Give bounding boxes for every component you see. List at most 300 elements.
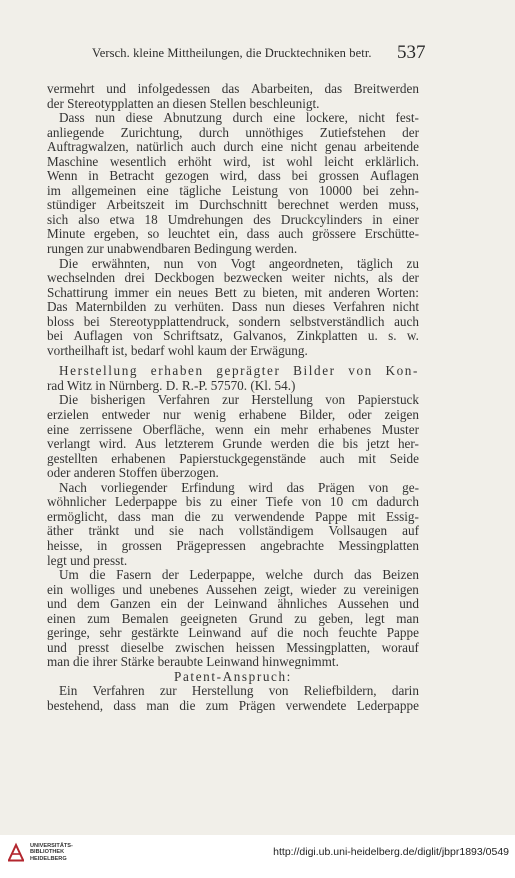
text-line: man die ihrer Stärke beraubte Leinwand hinwegnimmt. (47, 654, 339, 670)
logo-line: HEIDELBERG (30, 855, 67, 862)
word: von (132, 328, 153, 344)
viewer-footer (0, 835, 515, 878)
word: Lederpappe (114, 494, 178, 510)
word: von (268, 683, 289, 699)
word: in (372, 211, 383, 227)
word: dass (113, 697, 137, 713)
word: das (354, 567, 372, 583)
text-line (47, 300, 419, 315)
text-line (47, 169, 419, 184)
word: bei (83, 313, 100, 329)
word: wechselnden (47, 270, 116, 286)
word: Maternbilden (75, 299, 147, 315)
word: erhaben (150, 363, 204, 379)
word: die (184, 508, 201, 524)
word: von (288, 182, 309, 198)
word: anderen (328, 284, 371, 300)
word: heisse, (47, 537, 83, 553)
word: Muster (381, 421, 419, 437)
text-line: rad Witz in Nürnberg. D. R.-P. 57570. (Kl. 54.) (47, 377, 296, 393)
text-line (47, 583, 419, 598)
word: Druckcylinders (280, 211, 363, 227)
word: Leinwand (214, 596, 268, 612)
word: tränkt (88, 523, 120, 539)
word: ermöglicht, (47, 508, 108, 524)
word: Pappe (315, 508, 348, 524)
word: Essig- (385, 508, 419, 524)
word: auch (319, 450, 345, 466)
word: zu (211, 508, 224, 524)
text-line: rungen zur unabwendbaren Bedingung werden. (47, 241, 298, 257)
word: werden (339, 197, 379, 213)
word: zum (87, 610, 110, 626)
word: Erschütte- (364, 226, 419, 242)
word: durch (223, 139, 254, 155)
word: und (399, 596, 419, 612)
word: ein (155, 284, 172, 300)
word: bloss (47, 313, 75, 329)
word: einer (392, 211, 419, 227)
word: Auftragwalzen, (47, 139, 129, 155)
word: Leistung (231, 182, 278, 198)
word: feuchte (338, 625, 378, 641)
word: dieselbe (120, 639, 164, 655)
word: auf (402, 523, 419, 539)
word: nichts, (333, 270, 369, 286)
permalink-url[interactable]: http://digi.ub.uni-heidelberg.de/diglit/jbpr1893/0549 (273, 846, 509, 858)
word: auch (394, 313, 419, 329)
word: von (325, 392, 346, 408)
word: dass (246, 226, 270, 242)
word: fest- (395, 110, 419, 126)
text-line (47, 257, 419, 272)
word: sie (169, 523, 184, 539)
word: Schriftsatz, (163, 328, 223, 344)
word: Arbeitszeit (106, 197, 165, 213)
word: etwa (109, 211, 135, 227)
word: Umdrehungen (167, 211, 244, 227)
word: durch (232, 110, 263, 126)
word: nun (95, 110, 116, 126)
word: eine (47, 421, 69, 437)
word: dem (77, 596, 100, 612)
word: werden (270, 436, 310, 452)
word: Dass (59, 110, 85, 126)
library-logo-text (30, 843, 73, 862)
word: Deckbogen (154, 270, 215, 286)
word: drei (124, 270, 145, 286)
word: geringe, (47, 625, 90, 641)
word: zu (209, 494, 223, 510)
word: immer (114, 284, 149, 300)
word: Auflagen (369, 168, 419, 184)
word: wieder (300, 581, 337, 597)
word: zu (406, 255, 419, 271)
word: auf (250, 625, 268, 641)
word: erhöht (177, 153, 212, 169)
text-line (47, 626, 419, 641)
word: Bemalen (121, 610, 169, 626)
word: oder (348, 407, 372, 423)
word: genau (324, 139, 357, 155)
word: Aussehen (205, 581, 257, 597)
word: diese (125, 110, 153, 126)
word: bei (47, 328, 64, 344)
word: von (348, 363, 373, 379)
word: Maschine (47, 153, 99, 169)
word: Verfahren (157, 392, 210, 408)
text-line (47, 539, 419, 554)
word: von (301, 494, 322, 510)
word: Dass (231, 299, 258, 315)
text-line (47, 684, 419, 699)
text-line (47, 126, 419, 141)
word: Vogt (230, 255, 256, 271)
word: stündiger (47, 197, 97, 213)
word: eine (261, 139, 284, 155)
text-line (47, 184, 419, 199)
word: zu (243, 284, 256, 300)
text-line (47, 140, 419, 155)
word: in (96, 537, 108, 553)
word: Abarbeiten, (251, 81, 313, 96)
word: u. (367, 328, 378, 344)
word: Pappe (386, 625, 419, 641)
word: ein, (218, 226, 238, 242)
word: bei (362, 182, 379, 198)
word: Aussehen (337, 596, 389, 612)
word: zu (154, 299, 167, 315)
word: Aus (134, 436, 157, 452)
text-line (47, 286, 419, 301)
word: Die (59, 255, 79, 271)
word: geeigneten (180, 610, 238, 626)
word: ein (47, 581, 64, 597)
word: das (286, 479, 305, 495)
word: täglich (356, 255, 393, 271)
word: Verfahren (92, 683, 145, 699)
text-line: vortheilhaft ist, bedarf wohl kaum der Erwägung. (47, 342, 308, 358)
word: s. (388, 328, 397, 344)
word: Kon- (385, 363, 419, 379)
word: zur (222, 392, 239, 408)
word: wesentlich (109, 153, 167, 169)
word: leuchtet (168, 226, 210, 242)
text-line: der Stereotypplatten an diesen Stellen beschleunigt. (47, 95, 320, 111)
word: Herstellung (191, 683, 254, 699)
word: Fasern (116, 567, 152, 583)
word: 10000 (319, 182, 353, 198)
word: angebrachte (260, 537, 324, 553)
word: zerrissene (79, 421, 133, 437)
word: unebenes (149, 581, 199, 597)
word: Das (47, 299, 68, 315)
word: zwischen (175, 639, 225, 655)
word: erwähnten, (91, 255, 150, 271)
word: infolgedessen (137, 81, 211, 96)
word: verwendete (285, 697, 347, 713)
word: einen (47, 610, 76, 626)
word: bezwecken (223, 270, 283, 286)
word: und (47, 639, 67, 655)
word: erhabene (238, 407, 287, 423)
text-line (47, 699, 419, 714)
word: grossen (121, 537, 162, 553)
word: des (253, 211, 271, 227)
word: wohl (286, 153, 313, 169)
word: Abnutzung (163, 110, 222, 126)
word: Vollsaugen (328, 523, 388, 539)
text-line (47, 82, 419, 97)
word: angeordneten, (268, 255, 344, 271)
word: Durchschnitt (199, 197, 268, 213)
page-number: 537 (397, 42, 426, 63)
word: Tiefe (265, 494, 294, 510)
word: bei (291, 168, 308, 184)
word: grossen (318, 168, 359, 184)
word: leicht (324, 153, 354, 169)
word: erklärlich. (365, 153, 419, 169)
word: wird, (219, 168, 248, 184)
word: dass (258, 168, 281, 184)
word: von (368, 479, 389, 495)
word: der (187, 596, 205, 612)
logo-line: UNIVERSITÄTS- (30, 843, 73, 849)
word: neues (178, 284, 209, 300)
word: wird. (98, 436, 127, 452)
word: vermehrt (47, 81, 95, 96)
word: Bett (214, 284, 237, 300)
word: lockere, (305, 110, 348, 126)
word: der (402, 270, 419, 286)
word: anliegende (47, 124, 105, 140)
word: Lederpappe, (189, 567, 255, 583)
word: Um (59, 567, 79, 583)
text-line (47, 510, 419, 525)
word: zehn- (389, 182, 419, 198)
word: entweder (101, 407, 151, 423)
text-line (47, 213, 419, 228)
word: nun (265, 299, 285, 315)
text-line (47, 227, 419, 242)
word: wenn (215, 421, 244, 437)
word: Messingplatten, (286, 639, 371, 655)
text-line (47, 452, 419, 467)
word: mit (357, 508, 376, 524)
word: nun (163, 255, 184, 271)
word: wöhnlicher (47, 494, 107, 510)
word: her- (397, 436, 419, 452)
word: mit (304, 284, 322, 300)
word: zur (159, 683, 177, 699)
word: Prägepressen (176, 537, 246, 553)
word: Betracht (109, 168, 155, 184)
word: Stereotypplattendruck, (109, 313, 230, 329)
word: vollständigem (238, 523, 314, 539)
word: Oberfläche, (142, 421, 205, 437)
word: Grunde (222, 436, 262, 452)
word: Reliefbildern, (303, 683, 377, 699)
word: ist (262, 153, 275, 169)
word: Wenn (47, 168, 78, 184)
word: ein (254, 421, 271, 437)
word: Lederpappe (356, 697, 419, 713)
text-line (47, 155, 419, 170)
word: natürlich (136, 139, 184, 155)
running-head: Versch. kleine Mittheilungen, die Drucktechniken betr. (92, 46, 372, 60)
word: eine (146, 182, 169, 198)
word: berechnet (277, 197, 329, 213)
word: verhüten. (174, 299, 224, 315)
page-header (0, 44, 515, 74)
word: einer (230, 494, 258, 510)
word: 18 (144, 211, 158, 227)
word: darin (391, 683, 419, 699)
text-line (47, 364, 419, 379)
word: bisherigen (90, 392, 146, 408)
word: Zurichtung, (120, 124, 183, 140)
text-line: Patent-Anspruch: (174, 668, 292, 684)
word: durch (313, 567, 344, 583)
word: unnöthiges (245, 124, 304, 140)
word: Bilder, (299, 407, 336, 423)
text-line (47, 437, 419, 452)
body-text (47, 82, 419, 714)
text-line (47, 597, 419, 612)
text-line (47, 524, 419, 539)
word: muss, (388, 197, 419, 213)
word: noch (302, 625, 329, 641)
word: mehr (280, 421, 308, 437)
word: grössere (312, 226, 356, 242)
word: auch (278, 226, 304, 242)
word: Prägen (318, 479, 355, 495)
word: äther (47, 523, 74, 539)
word: dadurch (376, 494, 419, 510)
text-line (47, 408, 419, 423)
word: welche (265, 567, 303, 583)
word: dieses (292, 299, 325, 315)
word: und (134, 523, 155, 539)
word: presst (78, 639, 110, 655)
word: nicht (392, 299, 419, 315)
word: gezogen (164, 168, 209, 184)
word: man (146, 697, 170, 713)
text-line (47, 481, 419, 496)
word: ergeben, (93, 226, 139, 242)
word: dass (117, 508, 141, 524)
word: der (402, 124, 419, 140)
word: tägliche (179, 182, 222, 198)
word: Zutiefstehen (319, 124, 386, 140)
word: die (317, 436, 335, 452)
word: sehr (99, 625, 122, 641)
word: Herstellung (59, 363, 139, 379)
word: nicht (290, 139, 318, 155)
word: bis (185, 494, 202, 510)
word: erhabenes (318, 421, 372, 437)
word: zum (205, 697, 229, 713)
word: ähnliches (277, 596, 328, 612)
word: ge- (402, 479, 419, 495)
word: Beizen (382, 567, 419, 583)
word: wenig (193, 407, 226, 423)
word: bieten, (262, 284, 298, 300)
word: geben, (318, 610, 354, 626)
word: man (396, 610, 419, 626)
word: Galvanos, (233, 328, 287, 344)
word: mit (358, 450, 376, 466)
text-line: legt und presst. (47, 552, 128, 568)
word: nach (198, 523, 224, 539)
word: nicht (358, 110, 385, 126)
word: auch (190, 139, 216, 155)
logo-line: BIBLIOTHEK (30, 849, 65, 856)
word: sondern (238, 313, 281, 329)
word: selbstverständlich (290, 313, 385, 329)
word: erzielen (47, 407, 89, 423)
word: das (221, 81, 240, 96)
word: Verfahren (332, 299, 385, 315)
word: weiter (291, 270, 325, 286)
word: arbeitende (364, 139, 419, 155)
library-logo-icon (7, 842, 25, 862)
word: also (78, 211, 100, 227)
word: geprägter (216, 363, 281, 379)
word: als (378, 270, 393, 286)
word: das (324, 81, 343, 96)
text-line (47, 423, 419, 438)
word: vorliegender (100, 479, 168, 495)
word: Messingplatten (338, 537, 419, 553)
word: Papierstuck (357, 392, 419, 408)
word: vereinigen (363, 581, 419, 597)
word: in (88, 168, 99, 184)
word: zeigen (384, 407, 419, 423)
word: Ein (59, 683, 78, 699)
word: die (179, 697, 196, 713)
text-line (47, 612, 419, 627)
text-line (47, 315, 419, 330)
word: so (147, 226, 160, 242)
word: verwendende (234, 508, 305, 524)
word: gestellten (47, 450, 98, 466)
word: von (197, 255, 217, 271)
word: Zinkplatten (296, 328, 358, 344)
text-line (47, 495, 419, 510)
word: und (47, 596, 67, 612)
word: allgemeinen (71, 182, 137, 198)
text-line (47, 393, 419, 408)
word: w. (406, 328, 419, 344)
text-line: oder anderen Stoffen überzogen. (47, 465, 219, 481)
word: im (47, 182, 61, 198)
word: ein (160, 596, 177, 612)
word: Leinwand (188, 625, 242, 641)
word: bestehend, (47, 697, 104, 713)
word: der (161, 567, 179, 583)
text-line (47, 329, 419, 344)
word: worauf (381, 639, 419, 655)
word: wird, (223, 153, 251, 169)
word: gestärkte (131, 625, 179, 641)
word: Schattirung (47, 284, 108, 300)
word: erhabenen (111, 450, 166, 466)
word: Die (59, 392, 79, 408)
word: legt (364, 610, 385, 626)
text-line (47, 111, 419, 126)
word: wird (248, 479, 273, 495)
